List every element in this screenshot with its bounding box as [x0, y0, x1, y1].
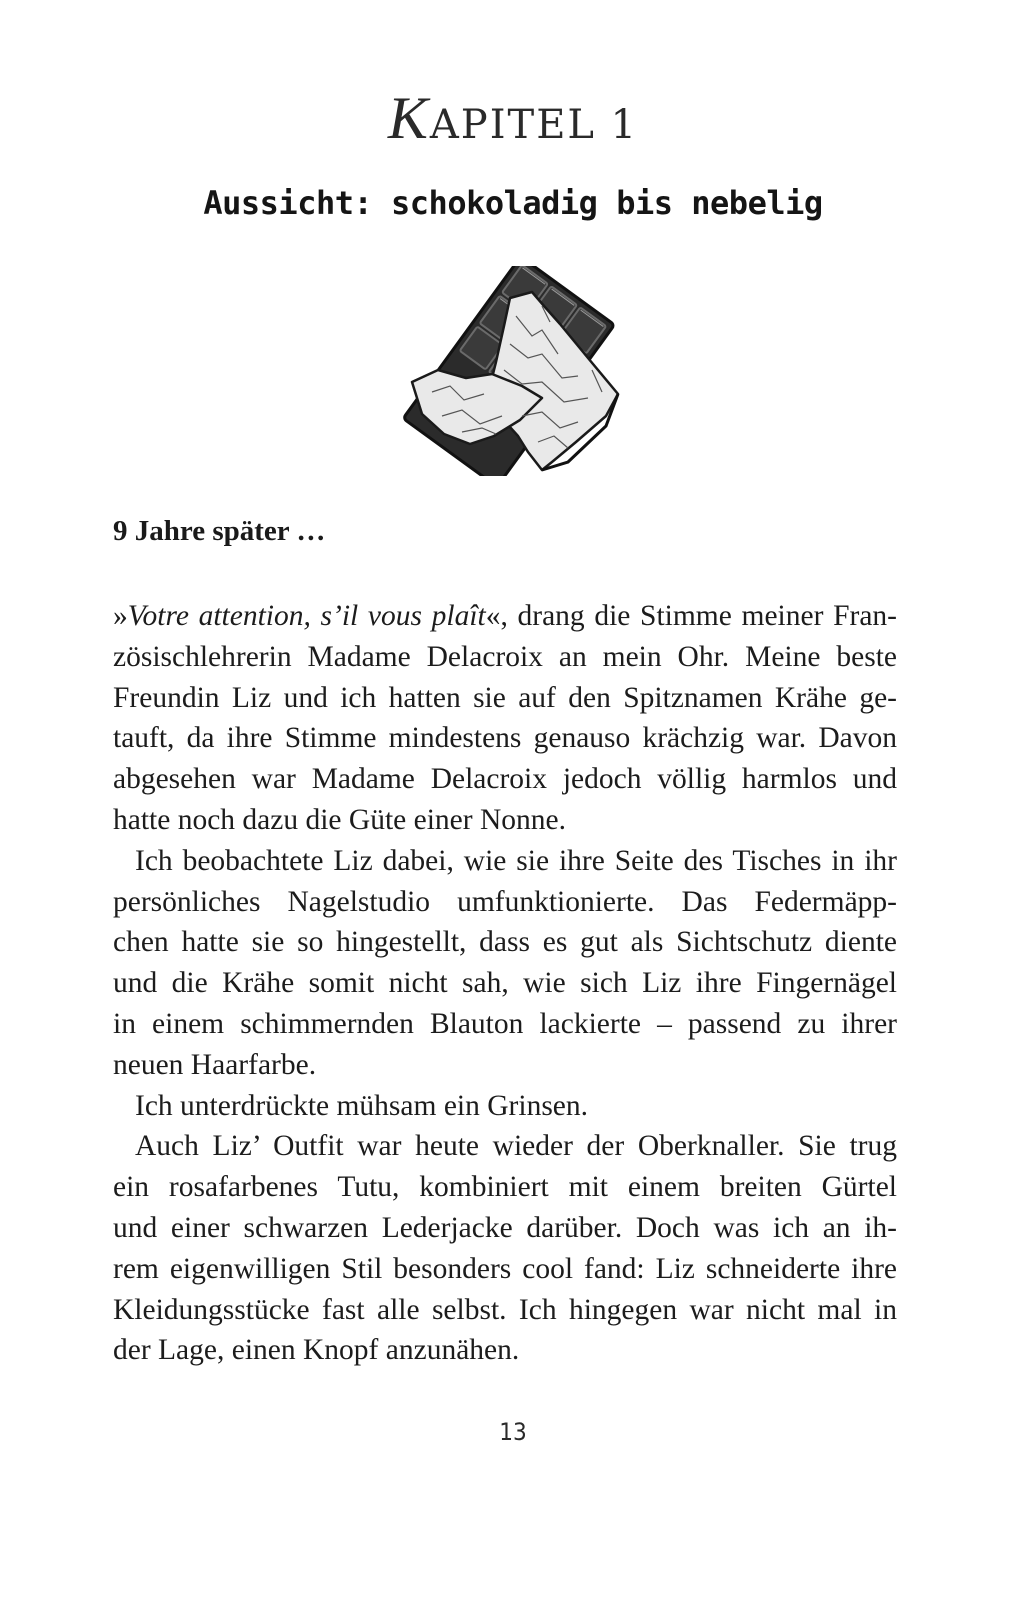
body-line: abgesehen war Madame Delacroix jedoch völlig harmlos und — [113, 763, 897, 796]
body-line: Ich beobachtete Liz dabei, wie sie ihre Seite des Tisches in ihr — [135, 844, 897, 877]
body-line: Freundin Liz und ich hatten sie auf den Spitznamen Krähe ge- — [113, 681, 897, 714]
body-line: und die Krähe somit nicht sah, wie sich Liz ihre Fingernägel — [113, 967, 897, 1000]
body-line: »Votre attention, s’il vous plaît«, drang die Stimme meiner Fran- — [113, 600, 897, 632]
body-line: ein rosafarbenes Tutu, kombiniert mit einem breiten Gürtel — [113, 1171, 897, 1204]
body-line: neuen Haarfarbe. — [113, 1048, 317, 1081]
body-line: chen hatte sie so hingestellt, dass es gut als Sichtschutz diente — [113, 926, 897, 959]
chapter-title — [0, 84, 1026, 153]
body-line: zösischlehrerin Madame Delacroix an mein Ohr. Meine beste — [113, 640, 897, 673]
body-line: Auch Liz’ Outfit war heute wieder der Oberknaller. Sie trug — [135, 1130, 897, 1163]
body-line: Ich unterdrückte mühsam ein Grinsen. — [135, 1089, 589, 1122]
body-line: in einem schimmernden Blauton lackierte – passend zu ihrer — [113, 1007, 897, 1040]
chapter-subtitle: Aussicht: schokoladig bis nebelig — [203, 184, 823, 222]
section-lead: 9 Jahre später … — [113, 515, 326, 547]
body-line: hatte noch dazu die Güte einer Nonne. — [113, 803, 566, 836]
french-quote: Votre attention, s’il vous plaît — [127, 600, 486, 632]
body-line: der Lage, einen Knopf anzunähen. — [113, 1334, 520, 1367]
body-line: und einer schwarzen Lederjacke darüber. Doch was ich an ih- — [113, 1211, 897, 1244]
page-number: 13 — [499, 1418, 527, 1446]
chapter-title-rest: APITEL 1 — [429, 102, 639, 148]
body-line: Kleidungsstücke fast alle selbst. Ich hingegen war nicht mal in — [113, 1293, 897, 1326]
chapter-title-initial: K — [387, 85, 430, 151]
body-line: rem eigenwilligen Stil besonders cool fand: Liz schneiderte ihre — [113, 1252, 897, 1285]
body-line: tauft, da ihre Stimme mindestens genauso krächzig war. Davon — [113, 722, 897, 755]
chocolate-bar-icon — [392, 266, 632, 476]
body-text — [113, 596, 897, 1371]
body-line: persönliches Nagelstudio umfunktionierte. Das Federmäpp- — [113, 885, 897, 918]
